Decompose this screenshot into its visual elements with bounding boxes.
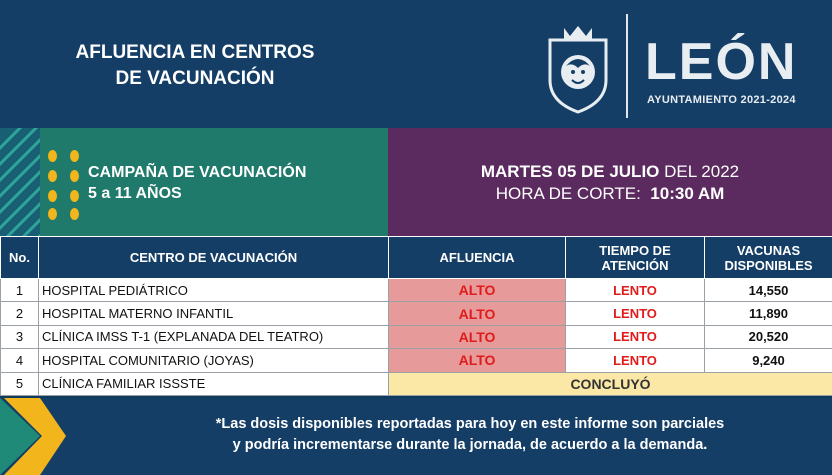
dots-icon	[46, 150, 86, 220]
logo-divider	[626, 14, 628, 118]
logo-subtitle: AYUNTAMIENTO 2021-2024	[647, 94, 796, 106]
row-vacunas: 14,550	[705, 279, 832, 302]
row-afluencia: ALTO	[389, 325, 566, 348]
campaign-banner	[0, 128, 388, 236]
row-vacunas: 11,890	[705, 302, 832, 325]
campaign-line-2: 5 a 11 AÑOS	[88, 185, 182, 202]
header	[0, 0, 832, 128]
col-header-center: CENTRO DE VACUNACIÓN	[39, 237, 389, 279]
col-header-no: No.	[1, 237, 39, 279]
chevron-icon	[0, 398, 84, 475]
report-date-rest: DEL 2022	[659, 162, 740, 181]
row-no: 3	[1, 325, 39, 348]
row-no: 4	[1, 349, 39, 372]
row-tiempo: LENTO	[566, 325, 705, 348]
cut-time-label: HORA DE CORTE:	[495, 184, 641, 203]
col-header-vacunas-l1: VACUNAS	[736, 242, 801, 258]
footer-note-line-2: y podría incrementarse durante la jornada, de acuerdo a la demanda.	[232, 437, 708, 453]
campaign-line-1: CAMPAÑA DE VACUNACIÓN	[88, 164, 307, 181]
row-vacunas: 20,520	[705, 325, 832, 348]
table-row	[1, 279, 832, 302]
row-center: CLÍNICA FAMILIAR ISSSTE	[39, 372, 389, 395]
row-no: 1	[1, 279, 39, 302]
col-header-tiempo-l1: TIEMPO DE	[599, 242, 671, 258]
cut-time-value: 10:30 AM	[650, 184, 725, 203]
leon-crest-icon	[544, 22, 612, 114]
row-center: CLÍNICA IMSS T-1 (EXPLANADA DEL TEATRO)	[39, 325, 389, 348]
title-line-1: AFLUENCIA EN CENTROS	[75, 42, 315, 63]
report-date	[388, 162, 832, 182]
footer	[0, 398, 832, 475]
vaccination-table	[0, 236, 832, 396]
footer-note	[150, 414, 790, 456]
col-header-vacunas-l2: DISPONIBLES	[724, 257, 813, 273]
row-status-concluded: CONCLUYÓ	[389, 372, 832, 395]
table-header-row	[1, 237, 832, 279]
row-afluencia: ALTO	[389, 279, 566, 302]
campaign-title	[88, 162, 306, 204]
row-afluencia: ALTO	[389, 302, 566, 325]
table-row	[1, 302, 832, 325]
row-afluencia: ALTO	[389, 349, 566, 372]
logo-word: LEÓN	[645, 33, 798, 91]
row-tiempo: LENTO	[566, 349, 705, 372]
row-vacunas: 9,240	[705, 349, 832, 372]
title-line-2: DE VACUNACIÓN	[115, 68, 275, 89]
page-title	[40, 40, 350, 92]
report-date-bold: MARTES 05 DE JULIO	[480, 162, 660, 181]
row-center: HOSPITAL COMUNITARIO (JOYAS)	[39, 349, 389, 372]
row-center: HOSPITAL MATERNO INFANTIL	[39, 302, 389, 325]
col-header-tiempo	[566, 237, 705, 279]
stripes-icon	[0, 128, 40, 236]
table-row	[1, 349, 832, 372]
row-center: HOSPITAL PEDIÁTRICO	[39, 279, 389, 302]
table-row	[1, 325, 832, 348]
row-no: 5	[1, 372, 39, 395]
row-tiempo: LENTO	[566, 279, 705, 302]
cut-time	[388, 184, 832, 204]
table-row	[1, 372, 832, 395]
row-no: 2	[1, 302, 39, 325]
col-header-vacunas	[705, 237, 832, 279]
leon-logo	[540, 14, 830, 118]
col-header-afluencia: AFLUENCIA	[389, 237, 566, 279]
row-tiempo: LENTO	[566, 302, 705, 325]
col-header-tiempo-l2: ATENCIÓN	[601, 257, 669, 273]
report-date-block	[388, 128, 832, 236]
footer-note-line-1: *Las dosis disponibles reportadas para hoy en este informe son parciales	[215, 416, 725, 432]
